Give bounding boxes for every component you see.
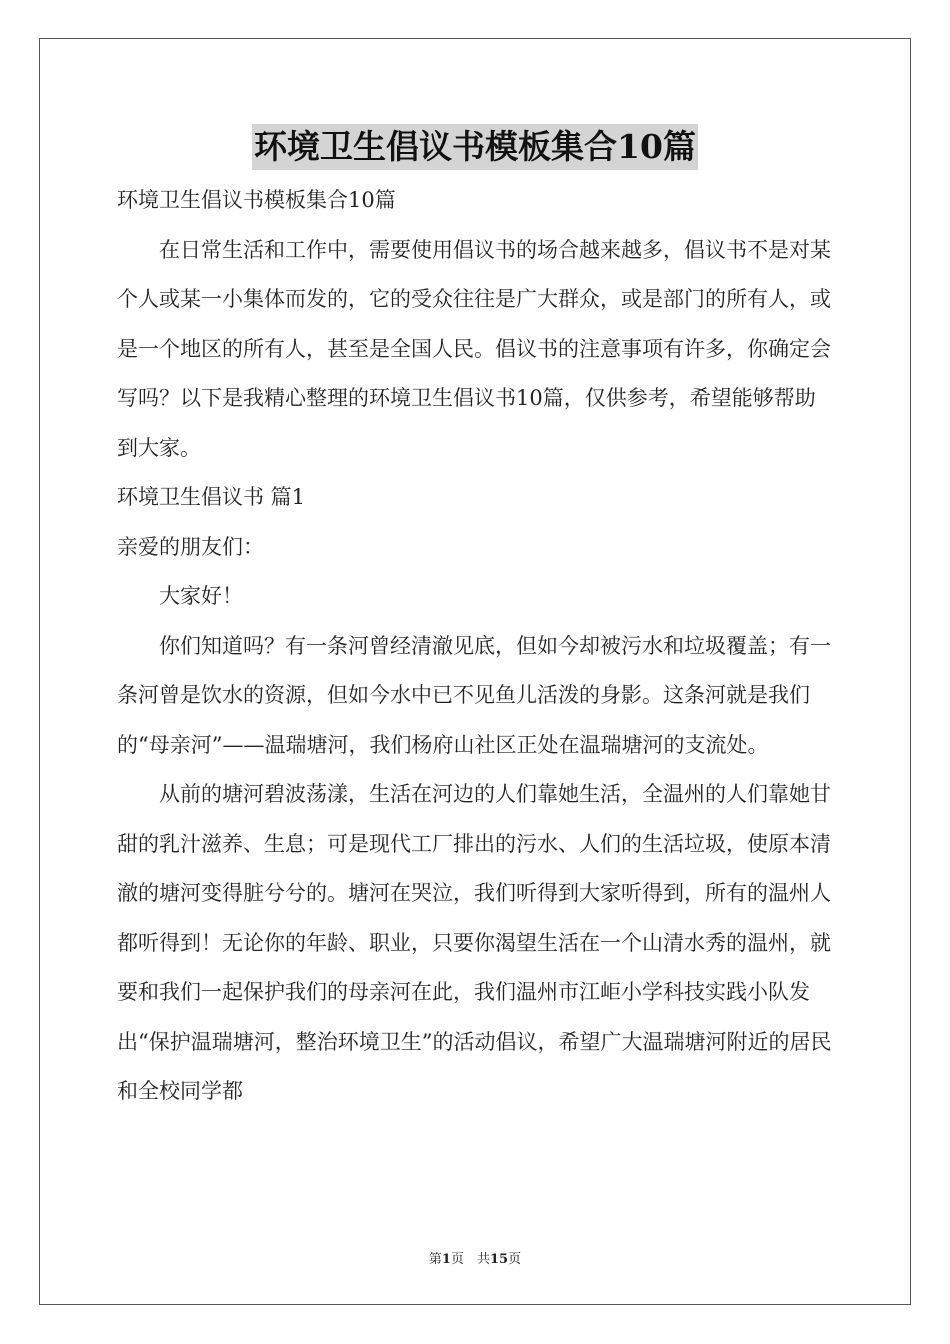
document-body	[117, 176, 835, 1117]
footer-mid: 页 共	[450, 1252, 490, 1267]
body-paragraph: 从前的塘河碧波荡漾，生活在河边的人们靠她生活，全温州的人们靠她甘甜的乳汁滋养、生息；可是现代工厂排出的污水、人们的生活垃圾，使原本清澈的塘河变得脏兮兮的。塘河在哭泣，我们听得到大家听得到，所有的温州人都听得到！无论你的年龄、职业，只要你渴望生活在一个山清水秀的温州，就要和我们一起保护我们的母亲河在此，我们温州市江岠小学科技实践小队发出“保护温瑞塘河，整治环境卫生”的活动倡议，希望广大温瑞塘河附近的居民和全校同学都	[117, 782, 832, 1103]
salutation: 亲爱的朋友们：	[117, 534, 264, 559]
page-footer	[0, 1248, 950, 1267]
intro-paragraph: 在日常生活和工作中，需要使用倡议书的场合越来越多，倡议书不是对某个人或某一小集体而发的，它的受众往往是广大群众，或是部门的所有人，或是一个地区的所有人，甚至是全国人民。倡议书的注意事项有许多，你确定会写吗？以下是我精心整理的环境卫生倡议书10篇，仅供参考，希望能够帮助到大家。	[117, 237, 831, 460]
subtitle-line: 环境卫生倡议书模板集合10篇	[117, 188, 396, 212]
total-pages: 15	[489, 1252, 509, 1267]
page-number: 1	[441, 1252, 451, 1267]
document-title: 环境卫生倡议书模板集合10篇	[252, 124, 698, 170]
section-heading: 环境卫生倡议书 篇1	[117, 485, 306, 509]
footer-prefix: 第	[428, 1252, 442, 1267]
body-paragraph: 你们知道吗？有一条河曾经清澈见底，但如今却被污水和垃圾覆盖；有一条河曾是饮水的资源，但如今水中已不见鱼儿活泼的身影。这条河就是我们的“母亲河”——温瑞塘河，我们杨府山社区正处在温瑞塘河的支流处。	[117, 633, 831, 757]
title-wrap	[0, 124, 950, 170]
greeting: 大家好！	[159, 584, 243, 608]
footer-suffix: 页	[508, 1252, 522, 1267]
